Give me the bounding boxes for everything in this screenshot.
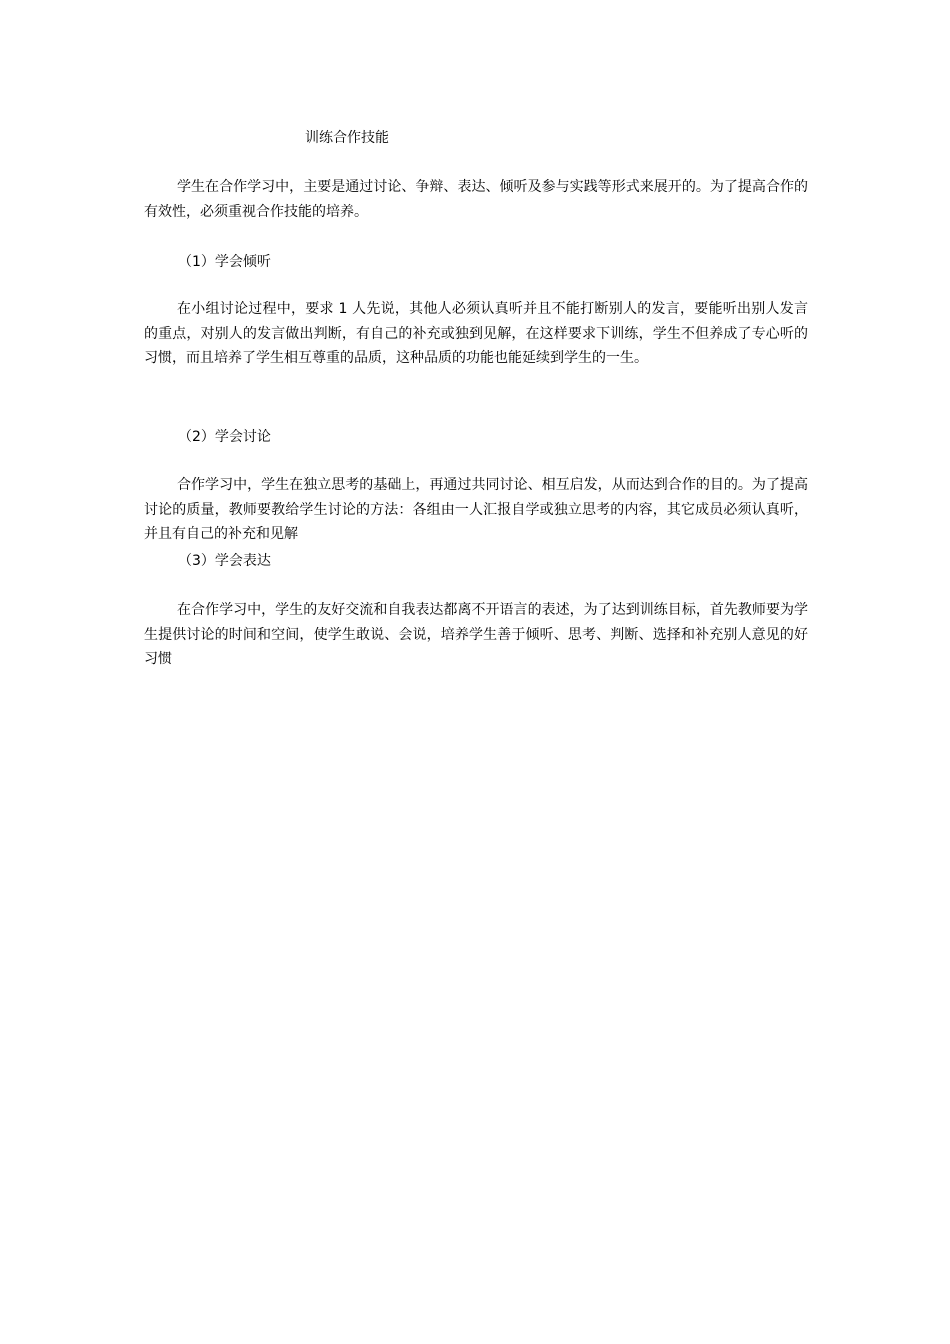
section-heading-discussion: （2）学会讨论 bbox=[178, 429, 271, 445]
section-heading-expression: （3）学会表达 bbox=[178, 553, 271, 569]
section-body-listening: 在小组讨论过程中，要求 1 人先说，其他人必须认真听并且不能打断别人的发言，要能听出别人发言的重点，对别人的发言做出判断，有自己的补充或独到见解，在这样要求下训练，学生不但养成了专心听的习惯，而且培养了学生相互尊重的品质，这种品质的功能也能延续到学生的一生。 bbox=[144, 301, 808, 366]
section-body-expression: 在合作学习中，学生的友好交流和自我表达都离不开语言的表述，为了达到训练目标，首先教师要为学生提供讨论的时间和空间，使学生敢说、会说，培养学生善于倾听、思考、判断、选择和补充别人意见的好习惯 bbox=[144, 602, 808, 667]
section-heading-listening: （1）学会倾听 bbox=[178, 254, 271, 270]
document-title: 训练合作技能 bbox=[305, 130, 389, 146]
section-body-discussion: 合作学习中，学生在独立思考的基础上，再通过共同讨论、相互启发，从而达到合作的目的。为了提高讨论的质量，教师要教给学生讨论的方法：各组由一人汇报自学或独立思考的内容，其它成员必须认真听，并且有自己的补充和见解 bbox=[144, 477, 808, 542]
intro-paragraph: 学生在合作学习中，主要是通过讨论、争辩、表达、倾听及参与实践等形式来展开的。为了提高合作的有效性，必须重视合作技能的培养。 bbox=[144, 179, 808, 220]
